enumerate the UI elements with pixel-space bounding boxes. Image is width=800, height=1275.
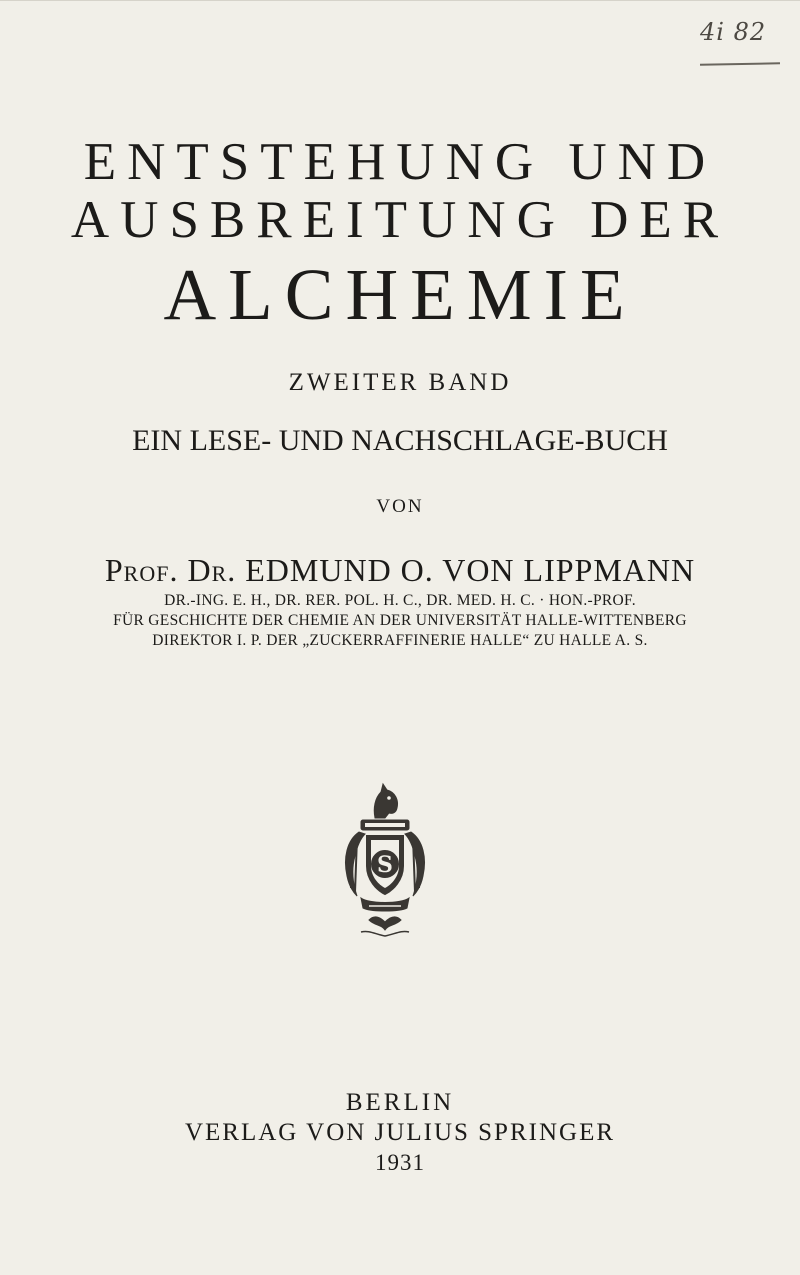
by-label: VON	[376, 496, 424, 517]
author-credentials-line-1: DR.-ING. E. H., DR. RER. POL. H. C., DR. MED. H. C. · HON.-PROF.	[164, 592, 636, 609]
volume-label: ZWEITER BAND	[288, 369, 512, 396]
page-edge	[0, 0, 800, 1]
shelf-mark: 4i 82	[700, 18, 767, 46]
title-line-3: ALCHEMIE	[163, 254, 637, 335]
svg-text:S: S	[377, 852, 393, 878]
imprint-publisher: VERLAG VON JULIUS SPRINGER	[184, 1119, 616, 1146]
author-credentials-line-3: DIREKTOR I. P. DER „ZUCKERRAFFINERIE HALLE“ ZU HALLE A. S.	[152, 632, 648, 649]
imprint-year: 1931	[375, 1150, 425, 1175]
author-name: Prof. Dr. EDMUND O. VON LIPPMANN	[104, 552, 696, 588]
subtitle: EIN LESE- UND NACHSCHLAGE-BUCH	[132, 424, 668, 457]
springer-knight-emblem-icon	[339, 780, 431, 945]
title-line-1: ENTSTEHUNG UND	[83, 133, 717, 191]
imprint-city: BERLIN	[345, 1089, 455, 1116]
title-line-2: AUSBREITUNG DER	[70, 191, 730, 249]
shelf-mark-underline	[700, 62, 780, 65]
author-credentials-line-2: FÜR GESCHICHTE DER CHEMIE AN DER UNIVERSITÄT HALLE-WITTENBERG	[113, 612, 687, 629]
